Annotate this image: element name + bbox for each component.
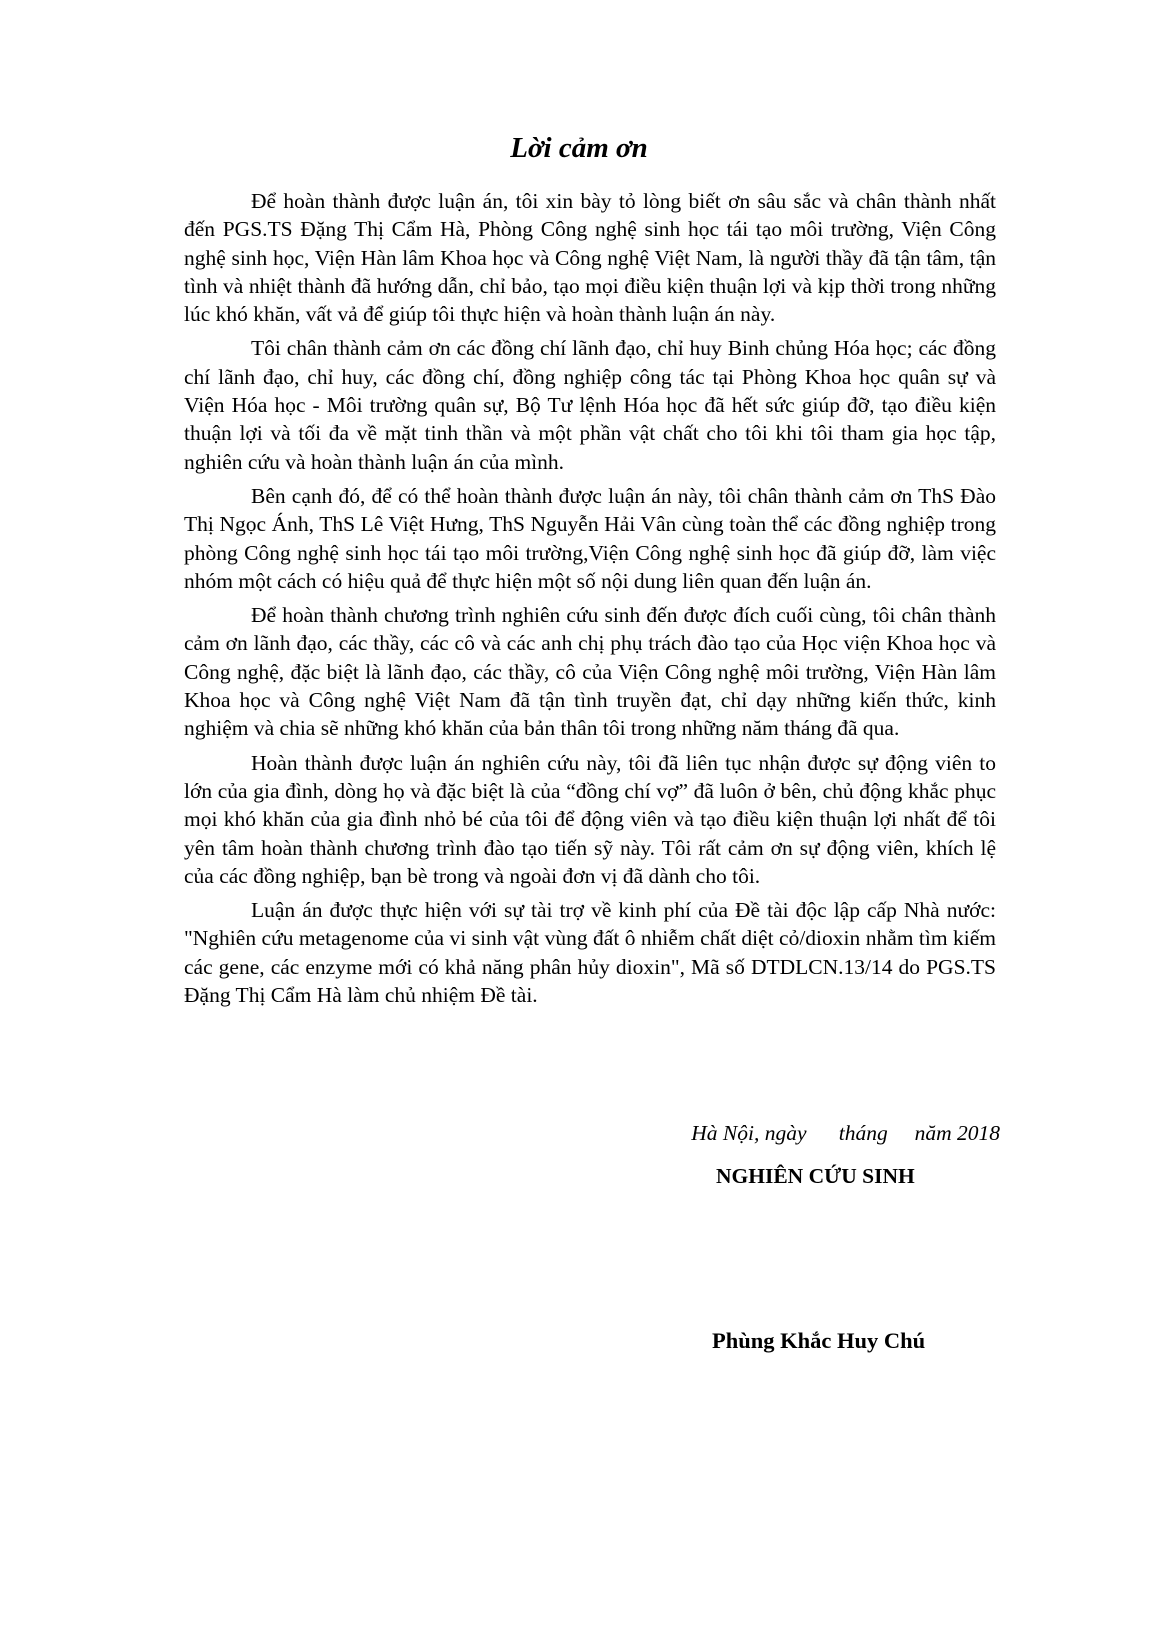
place-date-line: Hà Nội, ngày tháng năm 2018 bbox=[691, 1121, 1000, 1145]
paragraph-5: Hoàn thành được luận án nghiên cứu này, tôi đã liên tục nhận được sự động viên to lớn của gia đình, dòng họ và đặc biệt là của “đồng chí vợ” đã luôn ở bên, chủ động khắc phục mọi khó khăn của gia đình nhỏ bé của tôi để động viên và tạo điều kiện thuận lợi nhất để tôi yên tâm hoàn thành chương trình đào tạo tiến sỹ này. Tôi rất cảm ơn sự động viên, khích lệ của các đồng nghiệp, bạn bè trong và ngoài đơn vị đã dành cho tôi. bbox=[184, 750, 996, 888]
paragraph-2: Tôi chân thành cảm ơn các đồng chí lãnh đạo, chỉ huy Binh chủng Hóa học; các đồng chí lãnh đạo, chỉ huy, các đồng chí, đồng nghiệp công tác tại Phòng Khoa học quân sự và Viện Hóa học - Môi trường quân sự, Bộ Tư lệnh Hóa học đã hết sức giúp đỡ, tạo điều kiện thuận lợi và tối đa về mặt tinh thần và một phần vật chất cho tôi khi tôi tham gia học tập, nghiên cứu và hoàn thành luận án của mình. bbox=[184, 336, 996, 474]
signer-name: Phùng Khắc Huy Chú bbox=[712, 1328, 926, 1353]
paragraph-6: Luận án được thực hiện với sự tài trợ về kinh phí của Đề tài độc lập cấp Nhà nước: "Nghiên cứu metagenome của vi sinh vật vùng đất ô nhiễm chất diệt cỏ/dioxin nhằm tìm kiếm các gene, các enzyme mới có khả năng phân hủy dioxin", Mã số DTDLCN.13/14 do PGS.TS Đặng Thị Cẩm Hà làm chủ nhiệm Đề tài. bbox=[184, 898, 996, 1008]
acknowledgement-body bbox=[184, 187, 996, 1015]
paragraph-1: Để hoàn thành được luận án, tôi xin bày tỏ lòng biết ơn sâu sắc và chân thành nhất đến PGS.TS Đặng Thị Cẩm Hà, Phòng Công nghệ sinh học tái tạo môi trường, Viện Công nghệ sinh học, Viện Hàn lâm Khoa học và Công nghệ Việt Nam, là người thầy đã tận tâm, tận tình và nhiệt thành đã hướng dẫn, chỉ bảo, tạo mọi điều kiện thuận lợi và kịp thời trong những lúc khó khăn, vất vả để giúp tôi thực hiện và hoàn thành luận án này. bbox=[184, 189, 996, 327]
paragraph-4: Để hoàn thành chương trình nghiên cứu sinh đến được đích cuối cùng, tôi chân thành cảm ơn lãnh đạo, các thầy, các cô và các anh chị phụ trách đào tạo của Học viện Khoa học và Công nghệ, đặc biệt là lãnh đạo, các thầy, cô của Viện Công nghệ môi trường, Viện Hàn lâm Khoa học và Công nghệ Việt Nam đã tận tình truyền đạt, chỉ dạy những kiến thức, kinh nghiệm và chia sẽ những khó khăn của bản thân tôi trong những năm tháng đã qua. bbox=[184, 603, 996, 741]
signer-role: NGHIÊN CỨU SINH bbox=[716, 1164, 915, 1188]
paragraph-3: Bên cạnh đó, để có thể hoàn thành được luận án này, tôi chân thành cảm ơn ThS Đào Thị Ngọc Ánh, ThS Lê Việt Hưng, ThS Nguyễn Hải Vân cùng toàn thể các đồng nghiệp trong phòng Công nghệ sinh học tái tạo môi trường,Viện Công nghệ sinh học đã giúp đỡ, làm việc nhóm một cách có hiệu quả để thực hiện một số nội dung liên quan đến luận án. bbox=[184, 483, 996, 593]
page-title: Lời cảm ơn bbox=[510, 132, 648, 164]
